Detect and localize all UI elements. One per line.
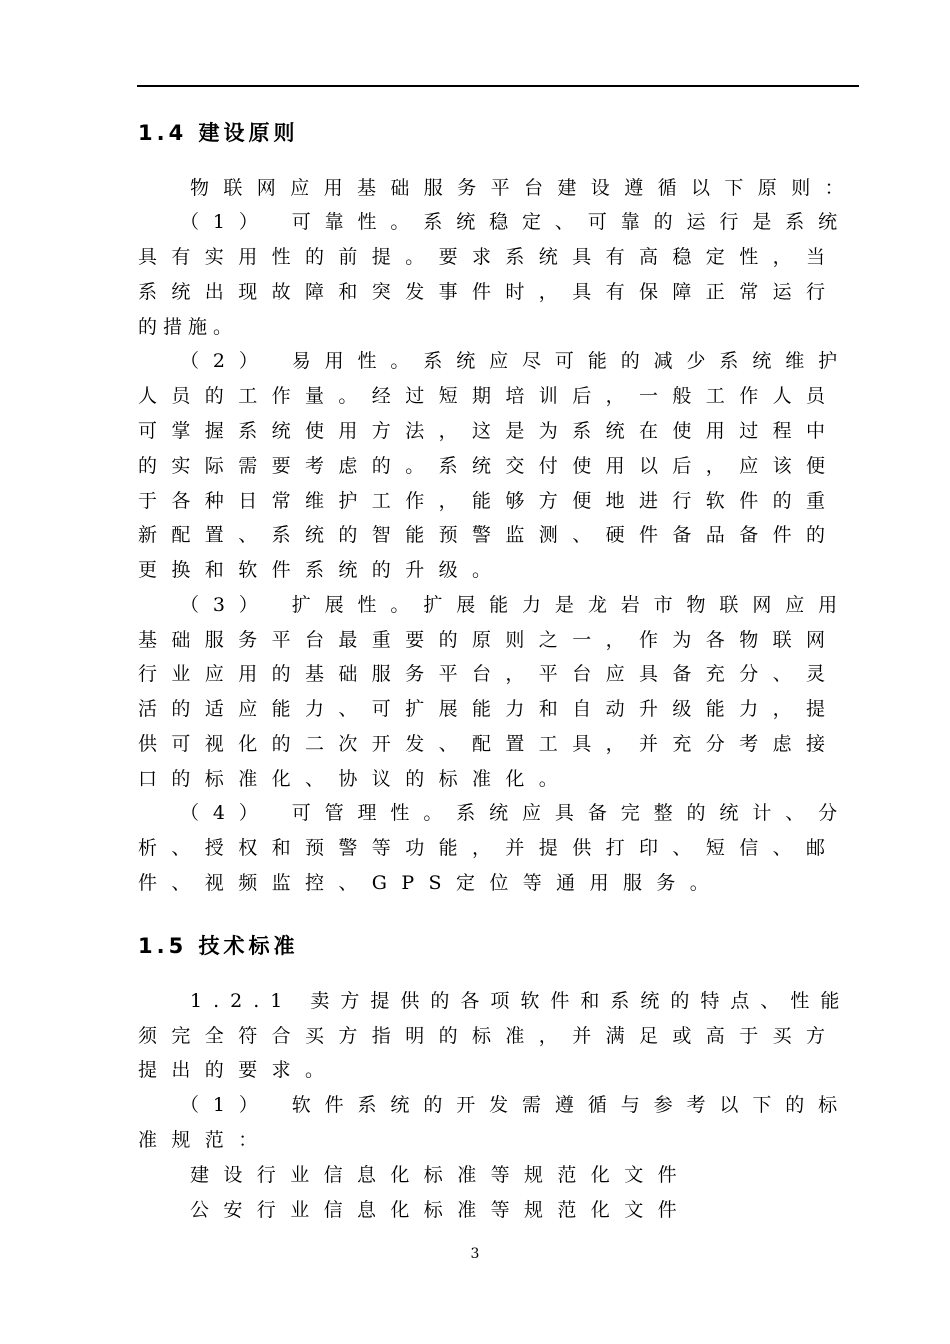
paragraph-line: 供可视化的二次开发、配置工具，并充分考虑接 xyxy=(138,733,840,755)
paragraph-line: 基础服务平台最重要的原则之一，作为各物联网 xyxy=(138,629,840,651)
section-heading-1-5: 1.5 技术标准 xyxy=(138,934,299,958)
paragraph-line: 的实际需要考虑的。系统交付使用以后，应该便 xyxy=(138,455,840,477)
paragraph-line: 的措施。 xyxy=(138,316,239,338)
paragraph-line: 可掌握系统使用方法，这是为系统在使用过程中 xyxy=(138,420,840,442)
paragraph-line: 系统出现故障和突发事件时，具有保障正常运行 xyxy=(138,281,840,303)
paragraph-line: （1） 可靠性。系统稳定、可靠的运行是系统 xyxy=(180,211,852,233)
paragraph-line: 口的标准化、协议的标准化。 xyxy=(138,768,573,790)
paragraph-line: （2） 易用性。系统应尽可能的减少系统维护 xyxy=(180,350,852,372)
paragraph-line: 具有实用性的前提。要求系统具有高稳定性，当 xyxy=(138,246,840,268)
paragraph-line: 建设行业信息化标准等规范化文件 xyxy=(190,1164,692,1186)
paragraph-line: 于各种日常维护工作，能够方便地进行软件的重 xyxy=(138,490,840,512)
paragraph-line: 须完全符合买方指明的标准，并满足或高于买方 xyxy=(138,1025,840,1047)
paragraph-line: 行业应用的基础服务平台，平台应具备充分、灵 xyxy=(138,663,840,685)
paragraph-line: 准规范： xyxy=(138,1129,272,1151)
paragraph-line: 物联网应用基础服务平台建设遵循以下原则： xyxy=(190,177,859,199)
paragraph-line: 人员的工作量。经过短期培训后，一般工作人员 xyxy=(138,385,840,407)
page-number: 3 xyxy=(470,1246,480,1262)
section-heading-1-4: 1.4 建设原则 xyxy=(138,121,299,145)
header-rule xyxy=(137,85,859,87)
paragraph-line: （3） 扩展性。扩展能力是龙岩市物联网应用 xyxy=(180,594,852,616)
paragraph-line: （4） 可管理性。系统应具备完整的统计、分 xyxy=(180,802,852,824)
paragraph-line: 提出的要求。 xyxy=(138,1059,339,1081)
paragraph-line: 活的适应能力、可扩展能力和自动升级能力，提 xyxy=(138,698,840,720)
paragraph-line: （1） 软件系统的开发需遵循与参考以下的标 xyxy=(180,1094,852,1116)
paragraph-line: 公安行业信息化标准等规范化文件 xyxy=(190,1199,692,1221)
paragraph-line: 件、视频监控、GPS定位等通用服务。 xyxy=(138,872,724,894)
paragraph-line: 1.2.1 卖方提供的各项软件和系统的特点、性能 xyxy=(190,990,851,1012)
paragraph-line: 新配置、系统的智能预警监测、硬件备品备件的 xyxy=(138,524,840,546)
paragraph-line: 析、授权和预警等功能，并提供打印、短信、邮 xyxy=(138,837,840,859)
paragraph-line: 更换和软件系统的升级。 xyxy=(138,559,506,581)
